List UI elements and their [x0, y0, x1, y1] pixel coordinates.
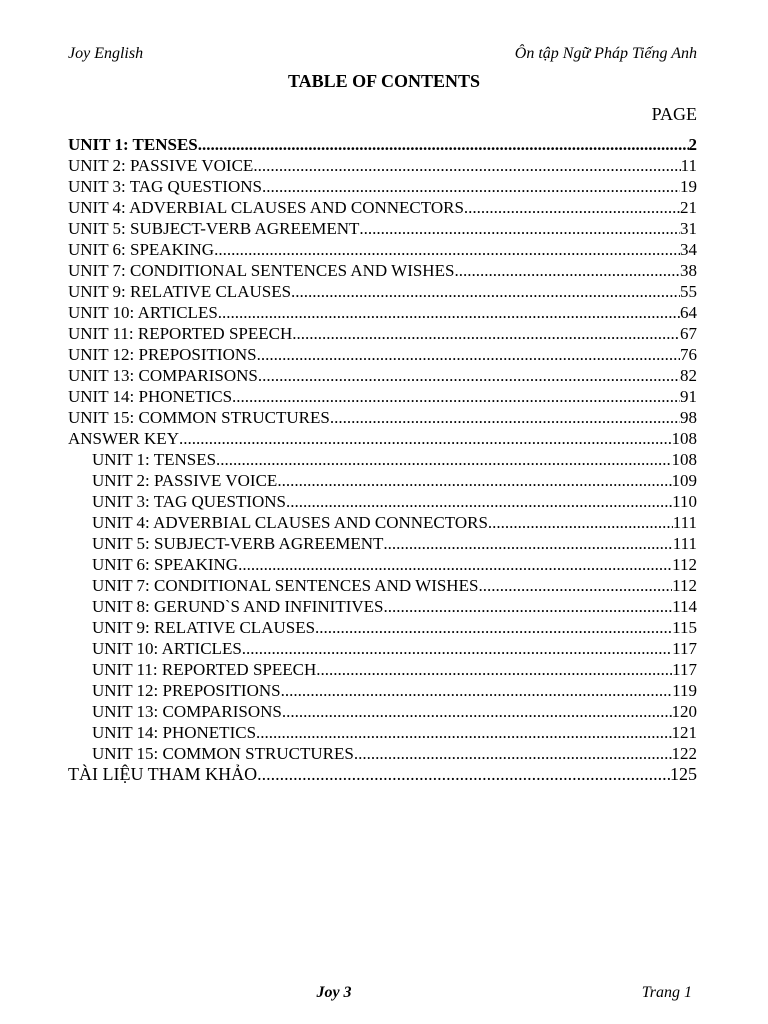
toc-entry-page: 67 [680, 324, 697, 343]
toc-dot-leader [257, 764, 670, 785]
toc-dot-leader [258, 365, 680, 386]
toc-dot-leader [292, 323, 680, 344]
toc-entry[interactable] [68, 575, 697, 596]
toc-entry-title: UNIT 12: PREPOSITIONS [68, 345, 257, 364]
toc-entry[interactable] [68, 764, 697, 785]
toc-entry-page: 121 [671, 723, 697, 742]
toc-entry[interactable] [68, 596, 697, 617]
toc-dot-leader [232, 386, 680, 407]
toc-dot-leader [478, 575, 672, 596]
toc-entry-page: 110 [672, 492, 697, 511]
toc-dot-leader [277, 470, 671, 491]
toc-entry-page: 111 [672, 513, 697, 532]
toc-entry-page: 11 [680, 156, 697, 175]
toc-entry-title: UNIT 10: ARTICLES [92, 639, 242, 658]
toc-entry-page: 108 [671, 450, 697, 469]
toc-entry[interactable] [68, 176, 697, 197]
header-right: Ôn tập Ngữ Pháp Tiếng Anh [514, 45, 697, 62]
toc-entry[interactable] [68, 386, 697, 407]
toc-entry-title: TÀI LIỆU THAM KHẢO [68, 764, 258, 784]
toc-dot-leader [286, 491, 672, 512]
toc-dot-leader [218, 302, 680, 323]
toc-dot-leader [214, 239, 680, 260]
toc-entry-title: UNIT 8: GERUND`S AND INFINITIVES [92, 597, 384, 616]
toc-entry[interactable] [68, 470, 697, 491]
footer-page-number: Trang 1 [641, 984, 692, 1001]
toc-dot-leader [253, 155, 680, 176]
toc-entry-title: UNIT 11: REPORTED SPEECH [68, 324, 293, 343]
toc-dot-leader [257, 344, 680, 365]
toc-entry-page: 82 [680, 366, 697, 385]
toc-entry[interactable] [68, 617, 697, 638]
toc-entry-title: UNIT 5: SUBJECT-VERB AGREEMENT [92, 534, 384, 553]
toc-entry[interactable] [68, 407, 697, 428]
toc-dot-leader [488, 512, 673, 533]
toc-entry-page: 91 [680, 387, 697, 406]
toc-entry-title: UNIT 6: SPEAKING [92, 555, 239, 574]
toc-entry[interactable] [68, 428, 697, 449]
page-column-label: PAGE [651, 104, 697, 124]
toc-dot-leader [354, 743, 672, 764]
toc-entry-title: UNIT 15: COMMON STRUCTURES [92, 744, 354, 763]
toc-dot-leader [454, 260, 680, 281]
toc-entry[interactable] [68, 197, 697, 218]
toc-dot-leader [198, 134, 689, 155]
toc-entry-page: 117 [672, 660, 697, 679]
toc-entry[interactable] [68, 344, 697, 365]
toc-entry[interactable] [68, 239, 697, 260]
toc-entry[interactable] [68, 260, 697, 281]
toc-entry-page: 38 [680, 261, 697, 280]
toc-dot-leader [315, 617, 672, 638]
toc-entry-page: 34 [680, 240, 697, 259]
toc-entry-title: UNIT 9: RELATIVE CLAUSES [92, 618, 316, 637]
toc-entry-title: UNIT 4: ADVERBIAL CLAUSES AND CONNECTORS [92, 513, 488, 532]
toc-entry-page: 55 [680, 282, 697, 301]
toc-entry-page: 98 [680, 408, 697, 427]
toc-entry-title: UNIT 7: CONDITIONAL SENTENCES AND WISHES [92, 576, 479, 595]
toc-entry[interactable] [68, 302, 697, 323]
toc-entry-title: UNIT 14: PHONETICS [68, 387, 233, 406]
toc-dot-leader [384, 596, 673, 617]
toc-entry-title: UNIT 2: PASSIVE VOICE [68, 156, 254, 175]
toc-entry-page: 111 [672, 534, 697, 553]
toc-entry-title: UNIT 4: ADVERBIAL CLAUSES AND CONNECTORS [68, 198, 464, 217]
page-footer [0, 982, 768, 1004]
toc-entry-title: UNIT 14: PHONETICS [92, 723, 257, 742]
toc-entry-page: 108 [671, 429, 697, 448]
header-left: Joy English [68, 45, 144, 62]
toc-entry[interactable] [68, 533, 697, 554]
toc-dot-leader [262, 176, 680, 197]
toc-dot-leader [179, 428, 672, 449]
toc-entry-title: UNIT 1: TENSES [68, 135, 198, 154]
toc-entry[interactable] [68, 449, 697, 470]
toc-dot-leader [281, 680, 673, 701]
toc-entry[interactable] [68, 365, 697, 386]
toc-entry-title: UNIT 6: SPEAKING [68, 240, 215, 259]
toc-entry[interactable] [68, 743, 697, 764]
toc-entry-page: 117 [672, 639, 697, 658]
toc-entry-title: UNIT 13: COMPARISONS [92, 702, 282, 721]
toc-dot-leader [464, 197, 680, 218]
toc-dot-leader [242, 638, 672, 659]
toc-entry-title: UNIT 1: TENSES [92, 450, 217, 469]
toc-dot-leader [216, 449, 671, 470]
toc-entry-page: 2 [688, 135, 697, 154]
toc-entry-page: 122 [671, 744, 697, 763]
toc-entry-title: UNIT 2: PASSIVE VOICE [92, 471, 278, 490]
toc-entry-page: 114 [672, 597, 697, 616]
toc-dot-leader [316, 659, 672, 680]
toc-entry[interactable] [68, 491, 697, 512]
toc-entry-page: 119 [672, 681, 697, 700]
toc-entry[interactable] [68, 659, 697, 680]
toc-entry-page: 19 [680, 177, 697, 196]
toc-dot-leader [359, 218, 680, 239]
toc-entry-title: UNIT 12: PREPOSITIONS [92, 681, 281, 700]
toc-entry[interactable] [68, 155, 697, 176]
toc-entry[interactable] [68, 701, 697, 722]
toc-dot-leader [330, 407, 680, 428]
toc-entry-page: 112 [672, 555, 697, 574]
toc-entry-page: 76 [680, 345, 697, 364]
page-title: TABLE OF CONTENTS [287, 71, 481, 91]
toc-entry[interactable] [68, 323, 697, 344]
toc-dot-leader [383, 533, 672, 554]
toc-entry-title: UNIT 11: REPORTED SPEECH [92, 660, 317, 679]
toc-entry-page: 115 [672, 618, 697, 637]
toc-dot-leader [291, 281, 680, 302]
toc-entry[interactable] [68, 554, 697, 575]
footer-center: Joy 3 [316, 984, 352, 1001]
toc-entry-page: 31 [680, 219, 697, 238]
toc-dot-leader [282, 701, 672, 722]
toc-entry-title: UNIT 9: RELATIVE CLAUSES [68, 282, 292, 301]
toc-entry-title: UNIT 10: ARTICLES [68, 303, 218, 322]
toc-entry[interactable] [68, 281, 697, 302]
toc-entry[interactable] [68, 512, 697, 533]
toc-entry-page: 125 [670, 764, 697, 784]
toc-entry[interactable] [68, 722, 697, 743]
toc-dot-leader [256, 722, 671, 743]
toc-entry-page: 109 [671, 471, 697, 490]
toc-entry-title: UNIT 3: TAG QUESTIONS [92, 492, 286, 511]
toc-entry-page: 64 [680, 303, 697, 322]
toc-entry-page: 21 [680, 198, 697, 217]
toc-entry[interactable] [68, 638, 697, 659]
toc-entry-title: ANSWER KEY [68, 429, 179, 448]
page-header [68, 44, 697, 64]
toc-entry-title: UNIT 15: COMMON STRUCTURES [68, 408, 330, 427]
toc-entry-page: 120 [671, 702, 697, 721]
toc-entry-title: UNIT 5: SUBJECT-VERB AGREEMENT [68, 219, 360, 238]
toc-entry-title: UNIT 13: COMPARISONS [68, 366, 258, 385]
table-of-contents [68, 134, 697, 785]
toc-entry[interactable] [68, 134, 697, 155]
toc-entry-title: UNIT 7: CONDITIONAL SENTENCES AND WISHES [68, 261, 455, 280]
toc-entry-page: 112 [672, 576, 697, 595]
toc-dot-leader [238, 554, 672, 575]
toc-entry-title: UNIT 3: TAG QUESTIONS [68, 177, 262, 196]
toc-entry[interactable] [68, 680, 697, 701]
toc-entry[interactable] [68, 218, 697, 239]
